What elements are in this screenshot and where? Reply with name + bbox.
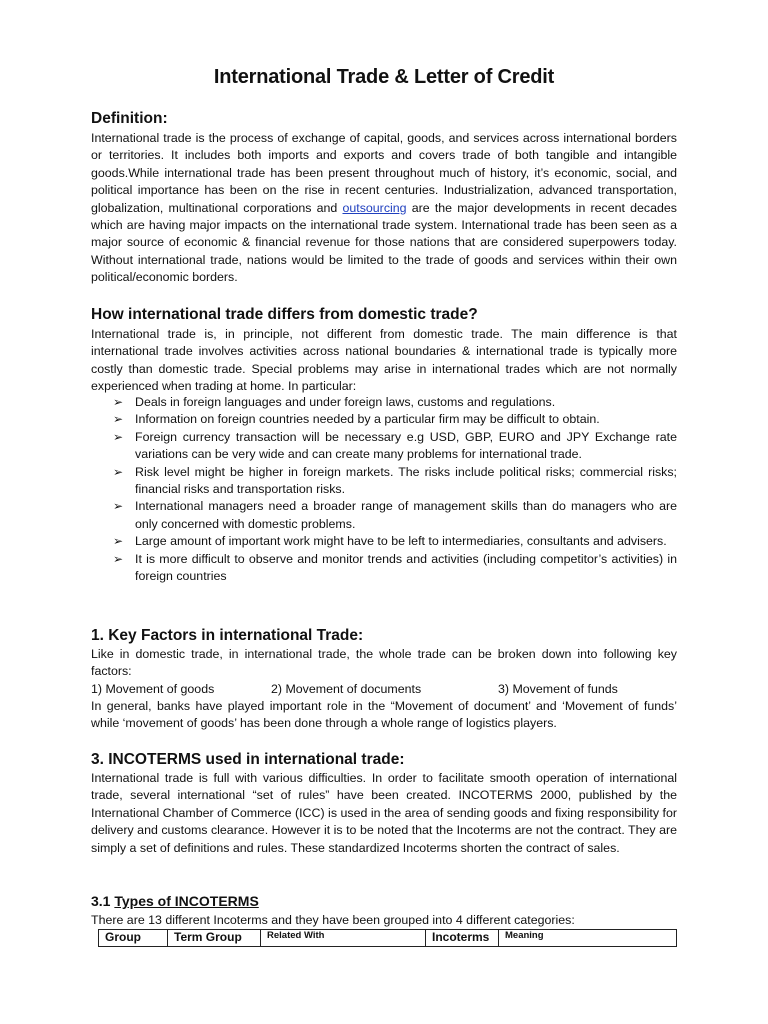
page-title: International Trade & Letter of Credit — [213, 66, 555, 88]
list-item — [91, 498, 677, 533]
header-group: Group — [99, 930, 168, 947]
key-factors-intro: Like in domestic trade, in international trade, the whole trade can be broken down into following key factors: — [91, 647, 677, 679]
list-item — [91, 429, 677, 464]
list-item-text: Foreign currency transaction will be necessary e.g USD, GBP, EURO and JPY Exchange rate variations can be very wide and can create many problems for international trade. — [135, 429, 677, 462]
differences-list — [91, 394, 677, 585]
header-incoterms: Incoterms — [426, 930, 499, 947]
differs-paragraph: International trade is, in principle, not different from domestic trade. The main difference is that international trade involves activities across national boundaries & international trade is typically more costly than domestic trade. Special problems may arise in international trades which are not normally experienced when trading at home. In particular: — [91, 327, 677, 394]
list-item-text: International managers need a broader range of management skills than do managers who are only concerned with domestic problems. — [135, 499, 677, 531]
types-heading-text: Types of INCOTERMS — [114, 893, 259, 909]
list-item-text: Information on foreign countries needed by a particular firm may be difficult to obtain. — [135, 412, 600, 427]
definition-heading: Definition: — [91, 110, 168, 127]
list-item — [91, 551, 677, 586]
arrow-bullet-icon: ➢ — [113, 551, 124, 566]
arrow-bullet-icon: ➢ — [113, 395, 124, 409]
arrow-bullet-icon: ➢ — [113, 534, 124, 549]
arrow-bullet-icon: ➢ — [113, 464, 124, 479]
header-meaning: Meaning — [499, 930, 677, 947]
outsourcing-link[interactable]: outsourcing — [342, 200, 407, 215]
types-heading-number: 3.1 — [91, 893, 115, 909]
key-factors-paragraph: In general, banks have played important role in the “Movement of document’ and ‘Movement of funds’ while ‘movement of goods’ has been done through a whole range of logistics players. — [91, 699, 677, 731]
list-item-text: Risk level might be higher in foreign markets. The risks include political risks; commercial risks; financial risks and transportation risks. — [135, 464, 677, 497]
definition-paragraph — [91, 130, 677, 287]
incoterms-heading: 3. INCOTERMS used in international trade: — [91, 751, 405, 768]
list-item-text: It is more difficult to observe and monitor trends and activities (including competitor’s activities) in foreign countries — [135, 551, 677, 584]
list-item-text: Large amount of important work might have to be left to intermediaries, consultants and advisers. — [135, 534, 667, 549]
list-item — [91, 533, 677, 550]
factor-goods: 1) Movement of goods — [91, 682, 215, 696]
incoterms-table — [98, 929, 677, 947]
list-item-text: Deals in foreign languages and under foreign laws, customs and regulations. — [135, 395, 556, 409]
definition-text-part1: International trade is the process of exchange of capital, goods, and services across international borders or territories. It includes both imports and exports and covers trade of both tangible and intangible goods.While international trade has been present throughout much of history, it’s economic, social, and political importance has been on the rise in recent centuries. Industrialization, advanced transportation, globalization, multinational corporations and — [91, 131, 677, 215]
types-paragraph: There are 13 different Incoterms and they have been grouped into 4 different categories: — [91, 913, 575, 927]
arrow-bullet-icon: ➢ — [113, 429, 124, 444]
arrow-bullet-icon: ➢ — [113, 499, 124, 514]
table-header-row — [99, 930, 677, 947]
key-factors-heading: 1. Key Factors in international Trade: — [91, 627, 364, 644]
list-item — [91, 464, 677, 499]
list-item — [91, 394, 677, 411]
header-related-with: Related With — [261, 930, 426, 947]
factor-documents: 2) Movement of documents — [271, 682, 422, 696]
definition-text-part2: are the major developments in recent decades which are having major impacts on the international trade system. International trade has been seen as a major source of economic & financial revenue for those nations that are considered superpowers today. Without international trade, nations would be limited to the trade of goods and services within their own political/economic borders. — [91, 200, 677, 285]
types-heading — [91, 893, 259, 909]
arrow-bullet-icon: ➢ — [113, 412, 124, 427]
differs-heading: How international trade differs from domestic trade? — [91, 306, 478, 323]
header-term-group: Term Group — [168, 930, 261, 947]
factor-funds: 3) Movement of funds — [498, 682, 618, 696]
list-item — [91, 411, 677, 428]
incoterms-paragraph: International trade is full with various difficulties. In order to facilitate smooth operation of international trade, several international “set of rules” have been created. INCOTERMS 2000, published by the International Chamber of Commerce (ICC) is used in the area of sending goods and fixing responsibility for delivery and customs clearance. However it is to be noted that the Incoterms are not the contract. They are simply a set of definitions and rules. These standardized Incoterms shorten the contract of sales. — [91, 771, 677, 855]
